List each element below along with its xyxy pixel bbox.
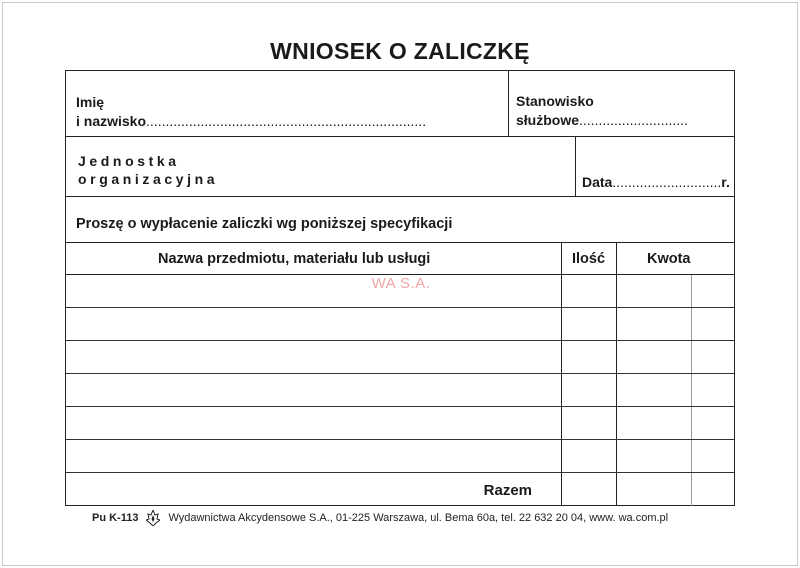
publisher-logo-icon [146, 510, 160, 526]
name-label-line1: Imię [76, 94, 105, 110]
form-code: Pu K-113 [92, 512, 139, 524]
table-row[interactable] [66, 308, 734, 341]
position-dots: ............................ [579, 112, 688, 128]
request-row [66, 197, 734, 243]
name-field[interactable] [76, 113, 426, 129]
date-suffix: r. [721, 174, 730, 190]
date-field[interactable] [582, 174, 730, 190]
unit-date-row [66, 137, 734, 197]
publisher-info: Wydawnictwa Akcydensowe S.A., 01-225 Warszawa, ul. Bema 60a, tel. 22 632 20 04, www. wa.com.pl [168, 512, 669, 524]
form-title: WNIOSEK O ZALICZKĘ [270, 38, 530, 64]
total-label: Razem [483, 482, 532, 499]
position-label-line2: służbowe [516, 112, 580, 128]
table-row[interactable] [66, 407, 734, 440]
divider [575, 137, 576, 196]
col-header-amount: Kwota [647, 251, 691, 267]
name-position-row [66, 71, 734, 137]
unit-label-line2[interactable]: organizacyjna [78, 171, 219, 187]
position-field[interactable] [516, 112, 688, 128]
unit-label-line1: Jednostka [78, 153, 180, 169]
footer [92, 510, 668, 526]
watermark: WA S.A. [371, 275, 431, 292]
divider [508, 71, 509, 136]
position-label-line1: Stanowisko [516, 93, 594, 109]
table-row[interactable] [66, 374, 734, 407]
request-text: Proszę o wypłacenie zaliczki wg poniższej specyfikacji [76, 216, 453, 232]
col-header-qty: Ilość [572, 251, 606, 267]
date-label: Data [582, 174, 613, 190]
table-row[interactable] [66, 440, 734, 473]
name-label-line2: i nazwisko [76, 113, 147, 129]
table-row[interactable] [66, 341, 734, 374]
table-header [66, 243, 734, 275]
date-dots: ............................ [612, 174, 722, 190]
col-header-name: Nazwa przedmiotu, materiału lub usługi [158, 251, 431, 267]
name-dots: ........................................................................ [146, 113, 427, 129]
form-frame [65, 70, 735, 506]
